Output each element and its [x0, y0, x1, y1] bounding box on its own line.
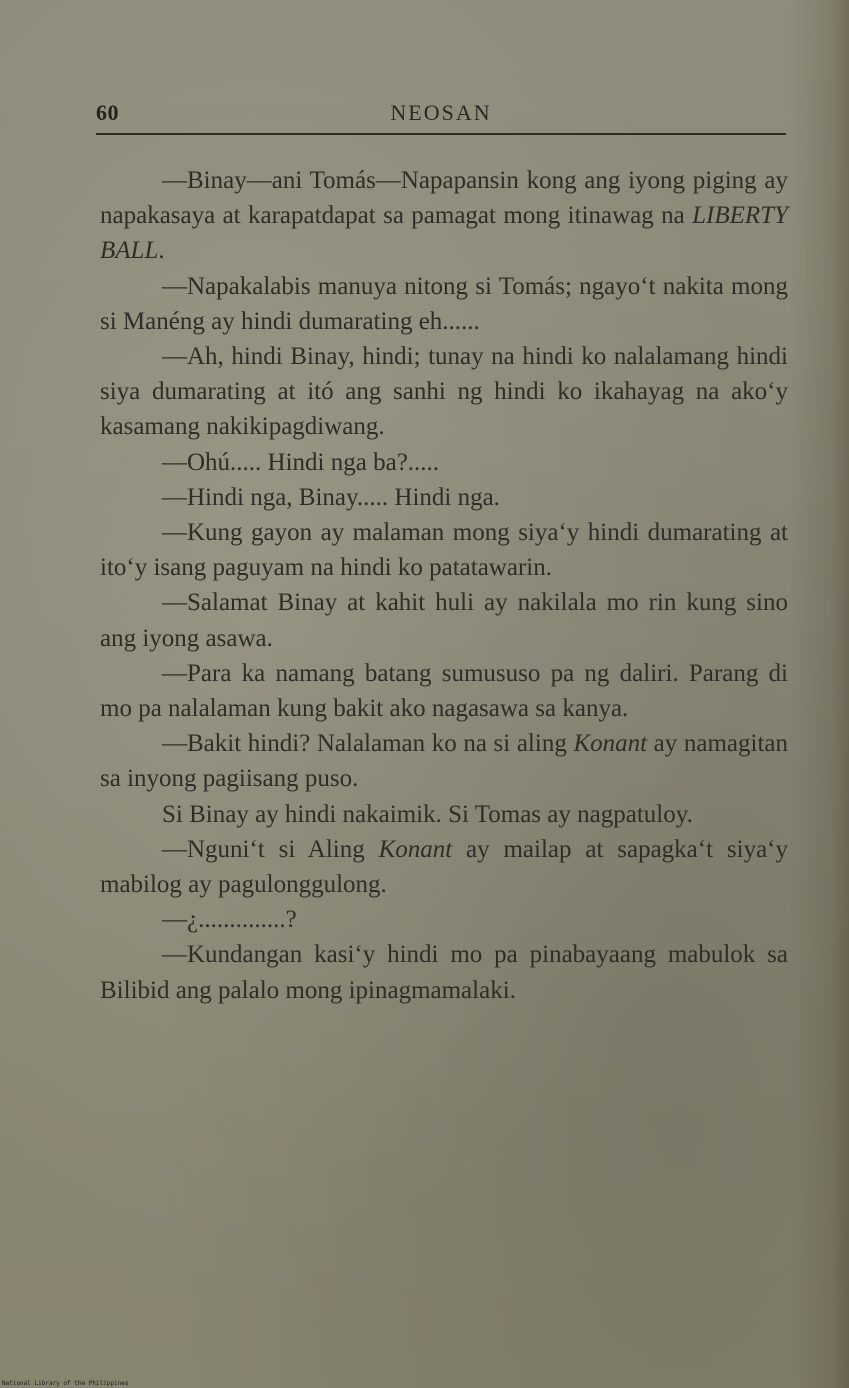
- paragraph: —Nguni‘t si Aling Konant ay mailap at sapagka‘t siya‘y mabilog ay pagulonggulong.: [100, 835, 788, 899]
- page-edge-shadow: [789, 0, 849, 1388]
- paragraph: —Kung gayon ay malaman mong siya‘y hindi dumarating at ito‘y isang paguyam na hindi ko patatawarin.: [100, 519, 788, 582]
- header-rule: [96, 133, 786, 135]
- running-title: NEOSAN: [390, 100, 492, 125]
- paragraph: —Kundangan kasi‘y hindi mo pa pinabayaang mabulok sa Bilibid ang palalo mong ipinagmamalaki.: [100, 941, 788, 1004]
- paragraph: —Salamat Binay at kahit huli ay nakilala mo rin kung sino ang iyong asawa.: [100, 589, 788, 652]
- paragraph: —Napakalabis manuya nitong si Tomás; ngayo‘t nakita mong si Manéng ay hindi dumarating eh......: [100, 272, 788, 335]
- paragraph: —Binay—ani Tomás—Napapansin kong ang iyong piging ay napakasaya at karapatdapat sa pamagat mong itinawag na LIBERTY BALL.: [100, 167, 788, 265]
- paragraph: —Ah, hindi Binay, hindi; tunay na hindi ko nalalamang hindi siya dumarating at itó ang sanhi ng hindi ko ikahayag na ako‘y kasamang nakikipagdiwang.: [100, 343, 788, 441]
- italic-name: Konant: [573, 730, 648, 758]
- page-header: [96, 96, 786, 132]
- paragraph: —Ohú..... Hindi nga ba?.....: [162, 448, 440, 476]
- italic-title: LIBERTY BALL: [100, 202, 788, 265]
- italic-name: Konant: [378, 835, 453, 863]
- paragraph: —Hindi nga, Binay..... Hindi nga.: [162, 483, 500, 511]
- paragraph: —Para ka namang batang sumususo pa ng daliri. Parang di mo pa nalalaman kung bakit ako nagasawa sa kanya.: [100, 659, 788, 723]
- paragraph: —Bakit hindi? Nalalaman ko na si aling Konant ay namagitan sa inyong pagiisang puso.: [100, 730, 788, 793]
- paragraph: —¿..............?: [162, 906, 297, 934]
- footer-credit: National Library of the Philippines: [2, 1380, 129, 1387]
- body-text: [100, 163, 788, 1008]
- paragraph: Si Binay ay hindi nakaimik. Si Tomas ay nagpatuloy.: [162, 800, 693, 828]
- page-number: 60: [96, 100, 119, 125]
